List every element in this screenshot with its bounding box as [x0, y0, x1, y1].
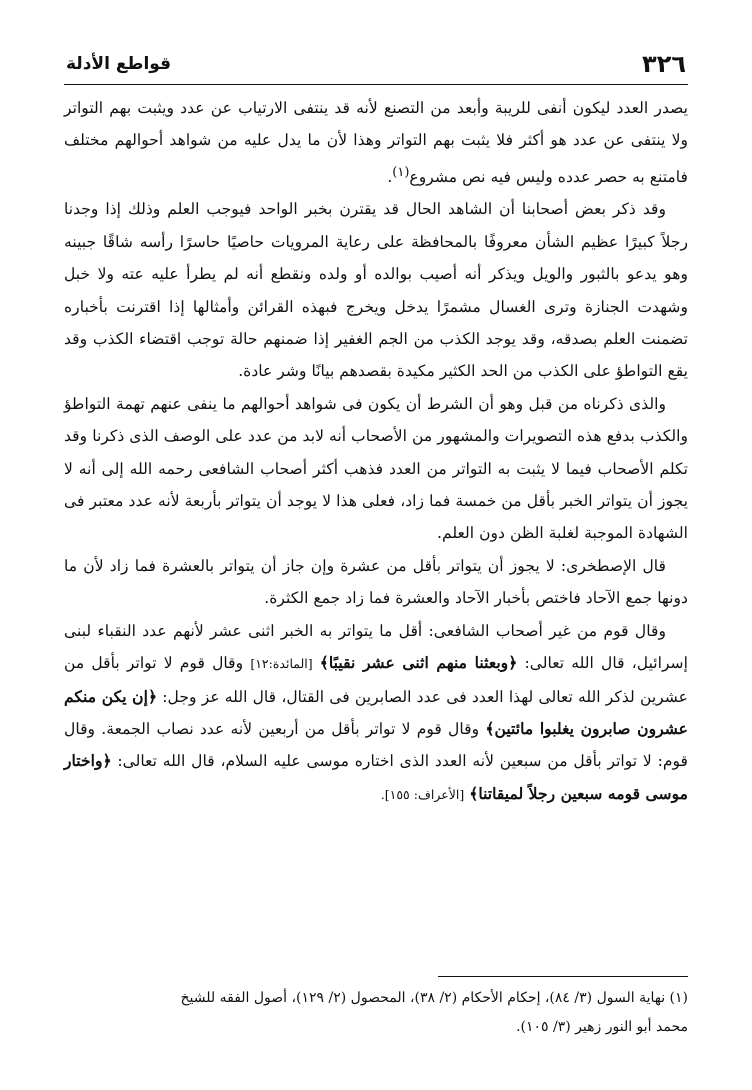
- footnote-divider: [438, 976, 688, 977]
- paragraph-3: والذى ذكرناه من قبل وهو أن الشرط أن يكون فى شواهد أحوالهم ما ينفى عنهم تهمة التواطؤ والكذب بدفع هذه التصويرات والمشهور من الأصحاب أنه لابد من عدد على الوصف الذى ذكرنا وقد تكلم الأصحاب فيما لا يثبت به التواتر من العدد فذهب أكثر أصحاب الشافعى رحمه الله إلى أنه لا يجوز أن يتواتر الخبر بأقل من خمسة فما زاد، فعلى هذا لا يوجد أن يتواتر بأربعة لأنه عدد معتبر فى الشهادة الموجبة لغلبة الظن دون العلم.: [64, 394, 688, 543]
- running-title: قواطع الأدلة: [66, 54, 172, 74]
- verse-reference-1: [المائدة:١٢]: [250, 656, 313, 672]
- paragraph-1-end: .: [387, 168, 393, 186]
- main-text: [64, 92, 688, 811]
- page-header: [64, 44, 688, 85]
- footnote-marker: (١): [392, 164, 410, 180]
- footnote-line-2: محمد أبو النور زهير (٣/ ١٠٥).: [516, 1019, 688, 1035]
- paragraph-5-part-c: وقال قوم لا تواتر بأقل من أربعين لأنه عدد نصاب الجمعة. وقال قوم: لا تواتر بأقل من سبعين لأنه العدد الذى اختاره موسى عليه السلام، قال الله تعالى:: [64, 719, 688, 771]
- verse-reference-3: [الأعراف: ١٥٥].: [380, 786, 465, 802]
- paragraph-1: [64, 92, 688, 193]
- paragraph-5-part-b: وقال قوم لا تواتر بأقل من عشرين لذكر الله تعالى لهذا العدد فى عدد الصابرين فى القتال، قال الله عز وجل:: [64, 654, 688, 706]
- page-number: ٣٢٦: [642, 50, 686, 78]
- quran-verse-1: ﴿وبعثنا منهم اثنى عشر نقيبًا﴾: [319, 653, 518, 673]
- quran-verse-3: ﴿واختار موسى قومه سبعين رجلاً لميقاتنا﴾: [64, 751, 688, 803]
- paragraph-1-text: يصدر العدد ليكون أنفى للريبة وأبعد من التصنع لأنه قد ينتفى الارتياب عن عدد ويثبت بهم التواتر ولا ينتفى عن عدد هو أكثر فلا يثبت بهم التواتر وهذا لأن ما يدل عليه من شواهد أحوالهم مختلف فامتنع به حصر عدده وليس فيه نص مشروع: [64, 99, 688, 186]
- paragraph-4: قال الإصطخرى: لا يجوز أن يتواتر بأقل من عشرة وإن جاز أن يتواتر بالعشرة فما زاد لأن ما دونها جمع الآحاد فاختص بأخبار الآحاد والعشرة فما زاد جمع الكثرة.: [64, 556, 688, 608]
- footnote-line-1: (١) نهاية السول (٣/ ٨٤)، إحكام الأحكام (٢/ ٣٨)، المحصول (٢/ ١٢٩)، أصول الفقه للشيخ: [180, 990, 688, 1006]
- quran-verse-2: ﴿إن يكن منكم عشرون صابرون يغلبوا مائتين﴾: [64, 686, 688, 738]
- paragraph-5-part-a: وقال قوم من غير أصحاب الشافعى: أقل ما يتواتر به الخبر اثنى عشر لأنهم عدد النقباء لبنى إسرائيل، قال الله تعالى:: [64, 621, 688, 673]
- footnote: [64, 984, 688, 1042]
- paragraph-2: وقد ذكر بعض أصحابنا أن الشاهد الحال قد يقترن بخبر الواحد فيوجب العلم وذلك إذا وجدنا رجلاً كبيرًا عظيم الشأن معروفًا بالمحافظة على رعاية المرويات حاصيًا حاسرًا رأسه شاقًا جبينه وهو يدعو بالثبور والويل ويذكر أنه أصيب بوالده أو ولده ونقطع أنه لم يطرأ عليه عته ولا خبل وشهدت الجنازة وترى الغسال مشمرًا يدخل ويخرج فبهذه القرائن وأمثالها إذا اقترنت بأخباره تضمنت العلم بصدقه، وقد يوجد الكذب من الجم الغفير إذا ضمنهم حالة توجب اقتضاء الكذب وقد يقع التواطؤ على الكذب من الحد الكثير مكيدة بقصدهم بيانًا وشر عادة.: [64, 200, 688, 381]
- paragraph-5: [64, 615, 688, 811]
